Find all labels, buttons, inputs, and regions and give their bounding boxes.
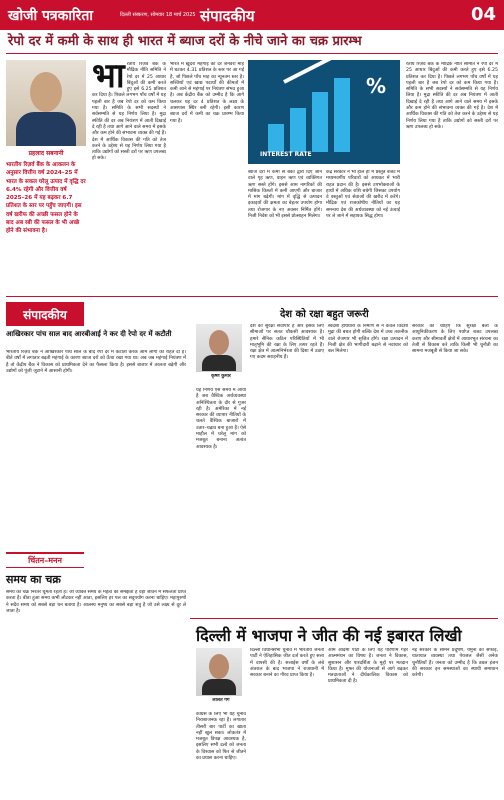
editorial-column-2: यह निर्णय ऐसे समय में आया है जब वैश्विक अर्थव्यवस्था अनिश्चितता के दौर से गुजर रही है। अमेरिका में नई सरकार की व्यापार नीतियों के चलते वैश्विक बाजारों में उतार–चढ़ाव बना हुआ है। ऐसे माहौल में घरेलू मांग को मजबूत बनाना अत्यंत आवश्यक है।: [196, 388, 246, 450]
lead-column-4: केंद्र सरकार ने भी हाल ही में प्रस्तुत बजट में मध्यमवर्गीय परिवारों को आयकर में भारी राहत प्रदान की है। इससे उपभोक्ताओं के हाथों में अधिक राशि बचेगी जिसका उपयोग वे वस्तुओं एवं सेवाओं की खरीद में करेंगे। मौद्रिक एवं राजकोषीय नीतियों का यह समन्वय देश की अर्थव्यवस्था को नई ऊंचाई पर ले जाने में सहायक सिद्ध होगा।: [326, 170, 400, 220]
chintan-label: चिंतन–मनन: [6, 552, 84, 568]
author-photo: [6, 60, 86, 146]
author-photo-suit: [16, 112, 76, 146]
lead-dropcap: भा: [92, 62, 125, 96]
graphic-bar: [334, 78, 350, 152]
delhi-headline: दिल्ली में भाजपा ने जीत की नई इबारत लिखी: [196, 626, 462, 645]
columnist-photo-face: [209, 330, 229, 355]
graphic-bar: [290, 108, 306, 152]
lead-column-2: भारत में खुदरा महंगाई की दर जनवरी माह में घटकर 4.31 प्रतिशत के स्तर पर आ गई है, जो पिछले पाँच माह का न्यूनतम स्तर है। सब्जियों एवं खाद्य पदार्थों की कीमतों में कमी आने से महंगाई पर नियंत्रण संभव हुआ है। अब केंद्रीय बैंक को उम्मीद है कि आगे चलकर यह दर 4 प्रतिशत के लक्ष्य के आसपास स्थिर बनी रहेगी। इसी कारण ब्याज दरों में कमी का चक्र प्रारम्भ किया गया है।: [170, 62, 244, 124]
delhi-columnist-name: ललित गर्ग: [212, 698, 230, 703]
columnist-photo: [196, 324, 242, 372]
delhi-divider: [190, 618, 498, 619]
delhi-columnist-photo-face: [209, 654, 229, 679]
columnist-name: कृष्ण कुमार: [211, 374, 231, 379]
page-header: [0, 0, 504, 30]
chintan-body: समय का चक्र निरंतर घूमता रहता है। जो व्यक्ति समय के महत्व को समझता है वही जीवन में सफलता प्राप्त करता है। बीता हुआ समय कभी लौटकर नहीं आता, इसलिए हर पल का सदुपयोग करना चाहिए। महापुरुषों ने सदैव समय को सबसे बड़ा धन बताया है। आलस्य मनुष्य का सबसे बड़ा शत्रु है जो उसे लक्ष्य से दूर ले जाता है।: [6, 590, 186, 614]
delhi-columnist-photo-suit: [202, 679, 236, 695]
author-pull-quote: भारतीय रिज़र्व बैंक के आकलन के अनुसार वित्तीय वर्ष 2024–25 में भारत के सकल घरेलू उत्पाद में वृद्धि दर 6.4% रहेगी और वित्तीय वर्ष 2025–26 में यह बढ़कर 6.7 प्रतिशत के स्तर पर पहुँच जाएगी। इस वर्ष खरीफ की अच्छी फसल होने के बाद अब रबी की फसल के भी अच्छे होने की संभावना है।: [6, 162, 86, 235]
headline-rule: [6, 53, 498, 54]
graphic-percent-sign: %: [365, 74, 386, 98]
sampadkiya-label: संपादकीय: [6, 302, 84, 326]
page-number: 04: [470, 4, 496, 25]
editorial-column-1: भारतीय रिज़र्व बैंक ने आखिरकार पाँच साल के बाद रेपो दर में कटौती करके आम लोगों को राहत दी है। बीते वर्षों में लगातार बढ़ती महंगाई के कारण ब्याज दरों को ऊँचा रखा गया था। अब जब महंगाई नियंत्रण में है तो केंद्रीय बैंक ने विकास को प्राथमिकता देने का फैसला किया है। इससे बाजार में तरलता बढ़ेगी और उद्योगों को पूंजी जुटाने में आसानी होगी।: [6, 350, 186, 374]
editorial-headline-1: आखिरकार पांच साल बाद आरबीआई ने कर दी रेपो दर में कटौती: [6, 330, 172, 338]
editorial-column-5: सरकार को चाहिए कि सुरक्षा बलों के आधुनिकीकरण के लिए पर्याप्त बजट उपलब्ध कराए और सीमावर्ती क्षेत्रों में आधारभूत संरचना का तेजी से विकास करे ताकि किसी भी चुनौती का सामना मजबूती से किया जा सके।: [412, 324, 498, 355]
interest-rate-graphic: [248, 60, 400, 164]
author-panel: [6, 60, 86, 292]
lead-column-1-text: रतीय रिज़र्व बैंक के मौद्रिक नीति समिति ने रेपो दर में 25 आधार बिंदुओं की कमी करते हुए इसे 6.25 प्रतिशत कर दिया है। पिछले लगभग पाँच वर्षों में यह पहली बार है जब रेपो दर को कम किया गया है। समिति के सभी सदस्यों ने सर्वसम्मति से यह निर्णय लिया है। मुद्रा स्फीति की दर अब नियंत्रण में आती दिखाई दे रही है तथा आगे आने वाले समय में इसके और कम होने की संभावना व्यक्त की गई है। देश में आर्थिक विकास की गति को तेज करने के उद्देश्य से यह निर्णय लिया गया है ताकि उद्योगों को सस्ती दरों पर ऋण उपलब्ध हो सके।: [92, 62, 166, 162]
chintan-headline: समय का चक्र: [6, 573, 61, 586]
delhi-column-4: कांग्रेस के लिए भी यह चुनाव निराशाजनक रहा है। लगातार तीसरी बार पार्टी का खाता नहीं खुल सका। लोकतंत्र में मजबूत विपक्ष आवश्यक है, इसलिए सभी दलों को जनता के विश्वास को फिर से जीतने का प्रयास करना चाहिए।: [196, 712, 246, 762]
columnist-photo-suit: [202, 355, 236, 371]
graphic-bar: [312, 92, 328, 152]
delhi-columnist-photo: [196, 648, 242, 696]
author-name: प्रहलाद सबनानी: [28, 150, 64, 157]
author-photo-face: [30, 72, 62, 112]
graphic-bar: [268, 124, 284, 152]
lead-column-3: ब्याज दरों में कमी से बैंकों द्वारा दिए जाने वाले गृह ऋण, वाहन ऋण एवं व्यक्तिगत ऋण सस्ते होंगे। इससे आम नागरिकों की मासिक किश्तों में कमी आएगी और बाजार में मांग बढ़ेगी। मांग में वृद्धि से उत्पादन इकाइयों की क्षमता का बेहतर उपयोग होगा तथा रोजगार के नए अवसर निर्मित होंगे। निजी निवेश को भी इससे प्रोत्साहन मिलेगा।: [248, 170, 322, 220]
graphic-arrow: [283, 60, 365, 84]
masthead-date-line: दिल्ली संस्करण, सोमवार 18 मार्च 2025: [120, 11, 196, 18]
editorial-column-3: देश की सुरक्षा सर्वोपरि है और इसके लिए सीमाओं पर सतत चौकसी आवश्यक है। हमारे सैनिक कठिन परिस्थितियों में भी मातृभूमि की रक्षा के लिए तत्पर रहते हैं। रक्षा क्षेत्र में आत्मनिर्भरता की दिशा में उठाए गए कदम सराहनीय हैं।: [250, 324, 324, 361]
editorial-headline-2: देश को रक्षा बहुत जरूरी: [280, 309, 369, 320]
delhi-column-3: नई सरकार के सामने प्रदूषण, यमुना की सफाई, यातायात व्यवस्था तथा पेयजल जैसी अनेक चुनौतियाँ हैं। जनता को उम्मीद है कि डबल इंजन की सरकार इन समस्याओं का स्थायी समाधान करेगी।: [412, 648, 498, 679]
section-divider: [6, 296, 498, 297]
lead-column-5: रतीय रिज़र्व बैंक के मौद्रिक नीति समिति ने रेपो दर में 25 आधार बिंदुओं की कमी करते हुए इसे 6.25 प्रतिशत कर दिया है। पिछले लगभग पाँच वर्षों में यह पहली बार है जब रेपो दर को कम किया गया है। समिति के सभी सदस्यों ने सर्वसम्मति से यह निर्णय लिया है। मुद्रा स्फीति की दर अब नियंत्रण में आती दिखाई दे रही है तथा आगे आने वाले समय में इसके और कम होने की संभावना व्यक्त की गई है। देश में आर्थिक विकास की गति को तेज करने के उद्देश्य से यह निर्णय लिया गया है ताकि उद्योगों को सस्ती दरों पर ऋण उपलब्ध हो सके।: [406, 62, 498, 130]
delhi-column-1: दिल्ली विधानसभा चुनाव में भारतीय जनता पार्टी ने ऐतिहासिक जीत दर्ज करते हुए सत्ता में वापसी की है। सत्ताईस वर्षों के लंबे अंतराल के बाद भाजपा ने राजधानी में सरकार बनाने का गौरव प्राप्त किया है।: [250, 648, 324, 679]
editorial-column-4: स्वदेशी हथियारों के निर्माण से न केवल विदेशी मुद्रा की बचत होगी बल्कि देश में उच्च तकनीक वाले रोजगार भी सृजित होंगे। रक्षा उत्पादन में निजी क्षेत्र की भागीदारी बढ़ाने से नवाचार को बल मिलेगा।: [328, 324, 408, 355]
lead-column-1: [92, 62, 166, 290]
delhi-column-2: आम आदमी पार्टी के लिए यह परिणाम गहरे आत्ममंथन का विषय है। जनता ने विकास, सुशासन और पारदर्शिता के मुद्दों पर मतदान किया है। मुफ्त की योजनाओं से आगे बढ़कर मतदाताओं ने दीर्घकालिक विकास को प्राथमिकता दी है।: [328, 648, 408, 685]
lead-headline: रेपो दर में कमी के साथ ही भारत में ब्याज दरों के नीचे जाने का चक्र प्रारम्भ: [8, 34, 362, 49]
section-title: संपादकीय: [200, 7, 255, 25]
masthead-brand: खोजी पत्रकारिता: [8, 7, 93, 24]
graphic-label: INTEREST RATE: [260, 151, 312, 158]
